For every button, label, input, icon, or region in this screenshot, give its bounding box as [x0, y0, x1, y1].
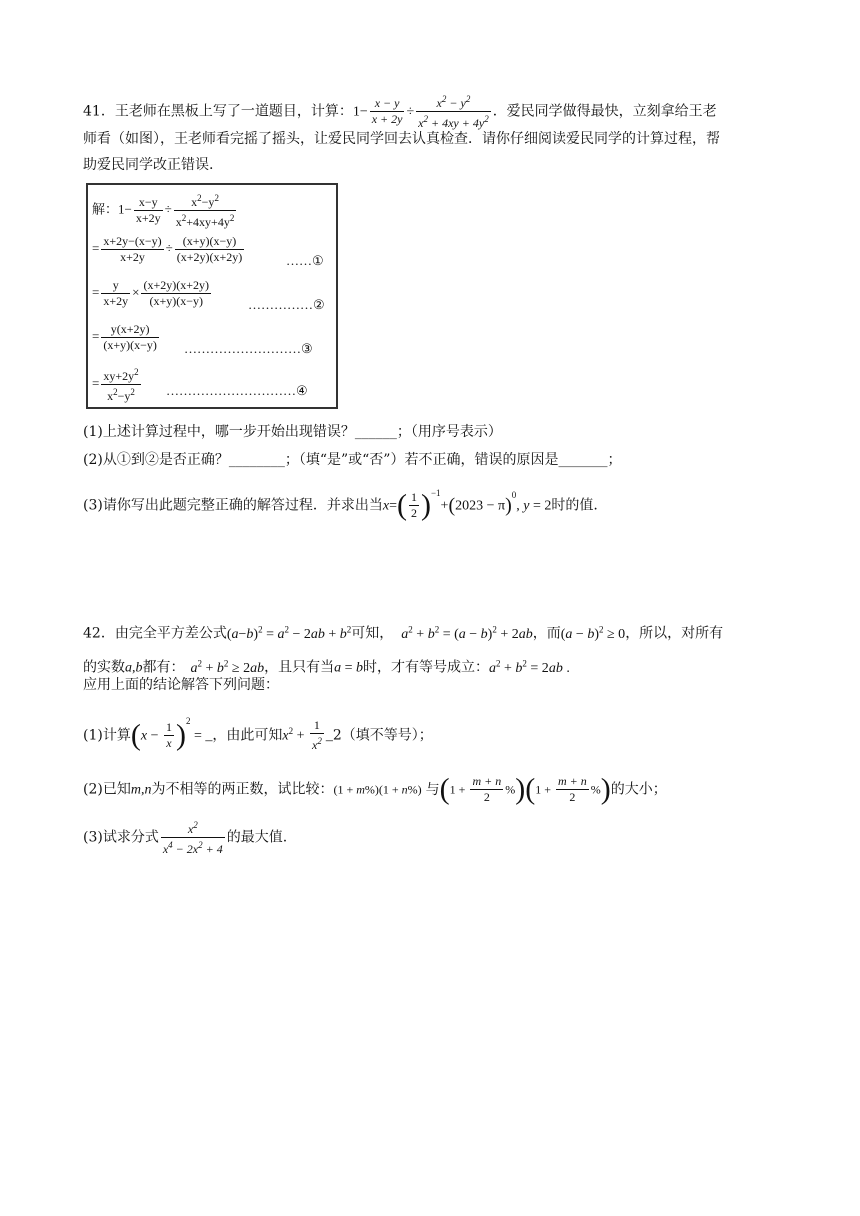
fraction-one-over-x2: $\frac{1}{x^2}$	[312, 718, 322, 752]
q42-sub1-text-b: ，由此可知	[212, 727, 283, 744]
solution-step3: = $\frac{y(x+2y)}{(x+y)(x-y)}$	[92, 322, 157, 352]
q42-sub2-text-b: 为不相等的两正数，试比较：	[151, 781, 334, 798]
formula-x-value: x	[382, 498, 390, 514]
fraction-x2-minus-y2-over-quadratic: $\frac{x^2 - y^2}{x^2 + 4xy + 4y^2}$	[418, 94, 489, 130]
q42-line1	[83, 618, 723, 646]
step2-marker: ……………②	[248, 297, 325, 312]
q42-sub2-text-d: 的大小；	[610, 781, 667, 798]
q42-sub2-text-a: (2)已知	[83, 781, 131, 798]
step2-number: ②	[313, 297, 325, 312]
formula-product-percent: (1 + m%)(1 + n%)	[333, 782, 422, 797]
fraction-one-over-x: $\frac{1}{x}$	[165, 720, 172, 750]
q42-sub3-text-a: (3)试求分式	[83, 829, 159, 846]
q41-line3: 助爱民同学改正错误.	[83, 157, 214, 173]
q42-text-c: ，而	[532, 625, 561, 642]
formula-square-diff: $(a-b)^2 = a^2 - 2ab + b^2$	[226, 624, 352, 642]
q42-text-b: 可知，	[351, 625, 394, 642]
q42-text-d: ，所以，对所有	[625, 625, 724, 642]
fraction-x-minus-y-over-x-plus-2y: $\frac{x - y}{x + 2y}$	[371, 96, 403, 126]
q42-sub1-text-a: (1)计算	[83, 727, 131, 744]
formula-inequality: $a^2 + b^2 \ge 2ab$	[190, 658, 265, 676]
step1-marker: ……①	[286, 253, 324, 268]
q41-text-a: 王老师在黑板上写了一道题目，计算：	[114, 103, 353, 120]
q42-sub3	[83, 818, 287, 857]
q42-sub2-text-c: 与	[425, 781, 440, 798]
solution-step0: 解：1− $\frac{x-y}{x+2y}$ ÷ $\frac{x^2-y^2}{x^2+4xy+4y^2}$	[92, 193, 235, 229]
q42-line2-text-c: ，且只有当	[264, 659, 335, 676]
q42-sub3-text-b: 的最大值.	[226, 829, 288, 846]
divide-sign: ÷	[406, 104, 415, 120]
fraction-x2-over-quartic: $\frac{x^2}{x^4 - 2x^2 + 4}$	[162, 820, 223, 856]
jie-label: 解：	[92, 202, 119, 218]
q41-sub3: (3)请你写出此题完整正确的解答过程．并求出当x=( $\frac{1}{2}$ )$^{-1}+(2023 - \pi)^0$, y = 2时的值.	[83, 488, 598, 522]
fraction-m-plus-n-over-2-second: $\frac{m + n}{2}$	[557, 774, 587, 804]
formula-a-eq-b: a = b	[334, 660, 363, 676]
solution-step1: = $\frac{x+2y-(x-y)}{x+2y}$ ÷ $\frac{(x+y)(x-y)}{(x+2y)(x+2y)}$	[92, 234, 243, 264]
formula-one-minus: 1−	[352, 104, 368, 120]
q42-sub1-text-c: 2（填不等号）；	[332, 727, 433, 744]
q41-line2: 师看（如图），王老师看完摇了摇头，让爱民同学回去认真检查．请你仔细阅读爱民同学的计算过程，帮	[83, 131, 720, 147]
formula-nonneg: $(a - b)^2 \ge 0$	[560, 624, 626, 642]
fraction-one-half: $\frac{1}{2}$	[410, 490, 417, 521]
formula-equality: $a^2 + b^2 = 2ab$ .	[489, 658, 570, 676]
formula-sum-squares: $a^2 + b^2 = (a - b)^2 + 2ab$	[401, 624, 533, 642]
fraction-m-plus-n-over-2-first: $\frac{m + n}{2}$	[472, 774, 502, 804]
q41-sub3-text-b: 时的值.	[551, 497, 598, 514]
q42-line3: 应用上面的结论解答下列问题：	[83, 677, 279, 693]
q42-line2-text-a: 的实数	[83, 659, 125, 676]
q41-sub2: (2)从①到②是否正确？________；（填“是”或“否”）若不正确，错误的原因是_______；	[83, 452, 622, 468]
q41-text-b: ．爱民同学做得最快，立刻拿给王老	[492, 103, 717, 120]
q41-line1	[83, 92, 717, 131]
step3-marker: ………………………③	[184, 341, 313, 356]
step1-number: ①	[312, 253, 324, 268]
q42-number: 42．	[83, 625, 115, 642]
q42-sub2: (2)已知m,n为不相等的两正数，试比较：(1 + m%)(1 + n%) 与(1 + $\frac{m + n}{2}$ %)(1 + $\frac{m + n}{2}$ %)的大小；	[83, 772, 667, 806]
step3-number: ③	[301, 341, 313, 356]
step4-marker: …………………………④	[166, 383, 308, 398]
step4-number: ④	[296, 383, 308, 398]
q42-line2-text-b: 都有：	[142, 659, 185, 676]
q41-sub1: (1)上述计算过程中，哪一步开始出现错误？______；（用序号表示）	[83, 424, 502, 440]
q42-line2: 的实数a,b都有： $a^2 + b^2 \ge 2ab$，且只有当a = b时，才有等号成立：$a^2 + b^2 = 2ab$ .	[83, 658, 570, 676]
q41-number: 41．	[83, 103, 115, 120]
solution-image	[86, 183, 338, 409]
q42-sub1: (1)计算(x − $\frac{1}{x}$ )$^2$ = _，由此可知$x^2$ + $\frac{1}{x^2}$ _2（填不等号）；	[83, 715, 433, 752]
q42-line2-text-d: 时，才有等号成立：	[363, 659, 489, 676]
solution-step4: = $\frac{xy+2y^2}{x^2-y^2}$	[92, 367, 139, 403]
q41-sub3-text-a: (3)请你写出此题完整正确的解答过程．并求出当	[83, 497, 383, 514]
solution-step2: = $\frac{y}{x+2y}$ × $\frac{(x+2y)(x+2y)}{(x+y)(x-y)}$	[92, 278, 209, 308]
q42-text-a: 由完全平方差公式	[114, 625, 227, 642]
